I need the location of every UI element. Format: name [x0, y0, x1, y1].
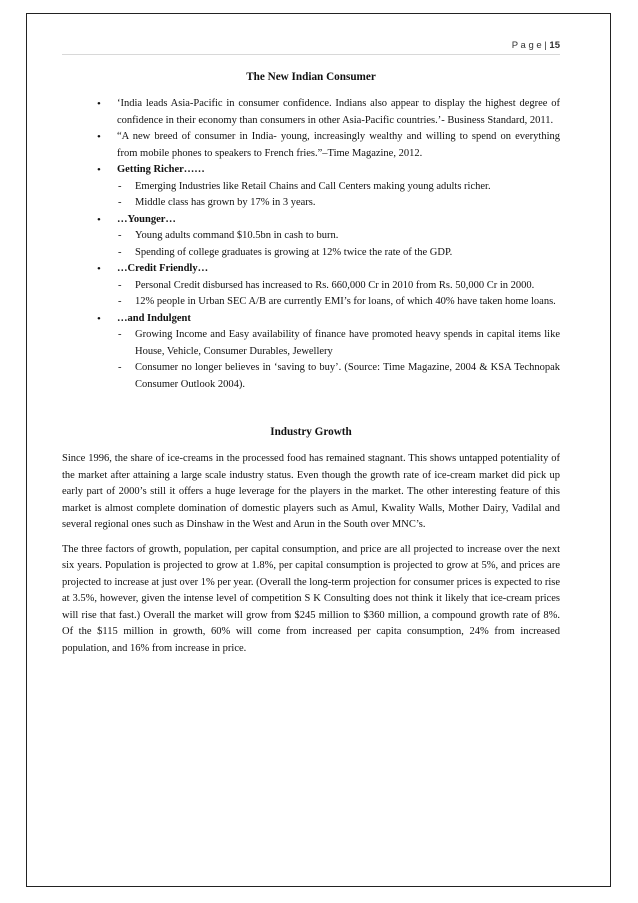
consumer-bullet-list — [62, 96, 560, 393]
sub-item: - Growing Income and Easy availability of finance have promoted heavy spends in capital items like House, Vehicle, Consumer Durables, Jewellery — [117, 327, 560, 360]
bullet-item — [62, 261, 560, 311]
sub-list — [117, 228, 560, 261]
sub-item: - Personal Credit disbursed has increased to Rs. 660,000 Cr in 2010 from Rs. 50,000 Cr in 2000. — [117, 278, 560, 295]
page-label: P a g e — [511, 40, 542, 51]
bullet-item — [62, 162, 560, 212]
bullet-text: Getting Richer…… — [117, 164, 205, 175]
page-separator: | — [544, 40, 547, 51]
sub-list — [117, 278, 560, 311]
sub-item: - Spending of college graduates is growing at 12% twice the rate of the GDP. — [117, 245, 560, 262]
page-number: 15 — [549, 40, 560, 51]
bullet-item — [62, 311, 560, 394]
bullet-text: …and Indulgent — [117, 312, 191, 324]
bullet-text: …Younger… — [117, 213, 176, 225]
bullet-text: “A new breed of consumer in India- young, increasingly wealthy and willing to spend on everything from mobile phones to speakers to French fries.”–Time Magazine, 2012. — [117, 131, 560, 159]
paragraph: The three factors of growth, population, per capital consumption, and price are all projected to increase over the next six years. Population is projected to grow at 1.8%, per capital consumption is projected to grow at 5%, and prices are projected to increase at just over 1% per year. (Overall the long-term projection for consumer prices is expected to rise at 3.5%, however, given the intense level of competition S K Consulting does not think it likely that ice-cream prices will rise that fast.) Overall the market will grow from $245 million to $360 million, a compound growth rate of 8%. Of the $115 million in growth, 60% will come from increased per capita consumption, 24% from increased population, and 16% from increase in price. — [62, 543, 560, 654]
bullet-item — [62, 129, 560, 162]
sub-item: - Middle class has grown by 17% in 3 years. — [117, 195, 560, 212]
sub-list — [117, 179, 560, 212]
section-title-industry-growth: Industry Growth — [270, 426, 352, 438]
sub-item: - Emerging Industries like Retail Chains and Call Centers making young adults richer. — [117, 179, 560, 196]
bullet-text: …Credit Friendly… — [117, 263, 209, 274]
page-header — [62, 40, 560, 54]
sub-item: - Young adults command $10.5bn in cash to burn. — [117, 228, 560, 245]
sub-item: - 12% people in Urban SEC A/B are currently EMI’s for loans, of which 40% have taken home loans. — [117, 294, 560, 311]
paragraph: Since 1996, the share of ice-creams in the processed food has remained stagnant. This shows untapped potentiality of the market after attaining a large scale industry status. Even though the growth rate of ice-cream market did pick up early part of 2000’s still it offers a huge leverage for the players in the market. The other interesting feature of this market is almost complete domination of domestic players such as Amul, Kwality Walls, Mother Dairy, Vadilal and several regional ones such as Dinshaw in the West and Arun in the South over MNC’s. — [62, 453, 560, 530]
section-title-new-indian-consumer: The New Indian Consumer — [246, 71, 376, 83]
bullet-item — [62, 96, 560, 129]
bullet-item — [62, 212, 560, 262]
sub-item: - Consumer no longer believes in ‘saving to buy’. (Source: Time Magazine, 2004 & KSA Technopak Consumer Outlook 2004). — [117, 360, 560, 393]
bullet-text: ‘India leads Asia-Pacific in consumer confidence. Indians also appear to display the highest degree of confidence in their economy than consumers in other Asia-Pacific countries.’- Business Standard, 2011. — [117, 98, 560, 126]
header-divider — [62, 54, 560, 55]
page-content — [62, 70, 560, 665]
sub-list — [117, 327, 560, 393]
